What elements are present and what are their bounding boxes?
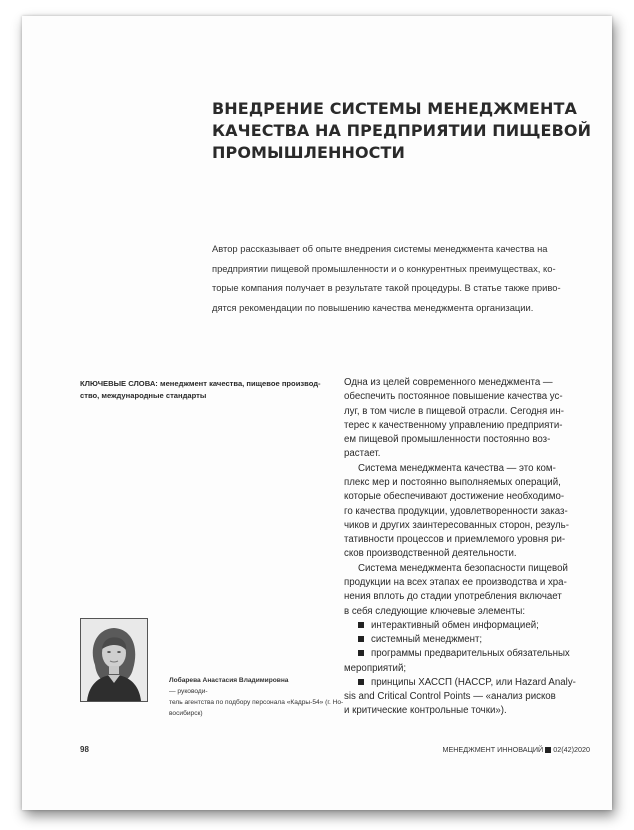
page-number: 98 (80, 745, 89, 754)
author-portrait-icon (81, 619, 147, 701)
body-line: Одна из целей современного менеджмента — (344, 377, 553, 388)
bullet-continuation: sis and Critical Control Points — «анализ рисков (344, 691, 556, 703)
abstract-line: дятся рекомендации по повышению качества менеджмента организации. (212, 301, 534, 313)
body-line: нения вплоть до стадии употребления включает (344, 591, 562, 603)
author-photo (80, 618, 148, 702)
author-name: Лобарева Анастасия Владимировна (169, 677, 289, 684)
square-bullet-icon (358, 636, 364, 642)
article-abstract (212, 239, 592, 317)
article-body (344, 376, 594, 719)
bullet-continuation: мероприятий; (344, 662, 407, 674)
keywords-line (80, 378, 330, 390)
author-role: — руководи- (169, 688, 208, 695)
author-info (169, 675, 344, 719)
article-title (212, 98, 592, 164)
author-line (169, 675, 329, 697)
body-line: сков производственной деятельности. (344, 548, 517, 560)
magazine-page (22, 16, 612, 810)
title-line: ВНЕДРЕНИЕ СИСТЕМЫ МЕНЕДЖМЕНТА (212, 99, 577, 118)
keywords-text: ство, международные стандарты (80, 391, 207, 400)
keywords-line (80, 390, 330, 402)
body-line: терес к качественному управлению предприяти- (344, 419, 563, 431)
body-line: плекс мер и постоянно выполняемых операций, (344, 476, 561, 488)
body-line: тативности процессов и приемлемого уровня ри- (344, 534, 566, 546)
journal-name: МЕНЕДЖМЕНТ ИННОВАЦИЙ (442, 745, 544, 754)
bullet-text: системный менеджмент; (371, 634, 483, 646)
body-line: го качества продукции, удовлетворенности заказ- (344, 505, 568, 517)
bullet-item (344, 619, 594, 633)
square-bullet-icon (358, 650, 364, 656)
journal-footer (442, 745, 590, 754)
body-line: которые обеспечивают достижение необходимо- (344, 491, 565, 503)
body-line: растает. (344, 448, 381, 460)
square-bullet-icon (358, 679, 364, 685)
bullet-item (344, 647, 594, 661)
abstract-line: торые компания получает в результате такой процедуры. В статье также приво- (212, 282, 561, 293)
title-line: ПРОМЫШЛЕННОСТИ (212, 143, 406, 162)
square-bullet-icon (358, 622, 364, 628)
body-line: ем пищевой промышленности постоянно воз- (344, 434, 551, 446)
body-line: луг, в том числе в пищевой отрасли. Сегодня ин- (344, 405, 564, 417)
body-line: обеспечить постоянное повышение качества ус- (344, 391, 563, 403)
keywords-block (80, 378, 330, 402)
body-line: чиков и других заинтересованных сторон, резуль- (344, 519, 569, 531)
body-line: Система менеджмента качества — это ком- (358, 462, 556, 474)
keywords-text: менеджмент качества, пищевое производ- (159, 379, 321, 388)
bullet-text: принципы ХАССП (HACCP, или Hazard Analy- (371, 676, 576, 688)
body-line: в себя следующие ключевые элементы: (344, 605, 526, 617)
bullet-item (344, 633, 594, 647)
body-line: продукции на всех этапах ее производства и хра- (344, 576, 567, 588)
square-separator-icon (545, 747, 551, 753)
keywords-label: КЛЮЧЕВЫЕ СЛОВА: (80, 379, 158, 388)
bullet-text: программы предварительных обязательных (371, 648, 570, 660)
author-line: тель агентства по подбору персонала «Кадры-54» (г. Но- (169, 699, 344, 706)
body-line: Система менеджмента безопасности пищевой (358, 562, 568, 574)
title-line: КАЧЕСТВА НА ПРЕДПРИЯТИИ ПИЩЕВОЙ (212, 121, 592, 140)
bullet-text: интерактивный обмен информацией; (371, 619, 539, 631)
author-line: восибирск) (169, 710, 203, 717)
bullet-item (344, 676, 594, 690)
bullet-continuation: и критические контрольные точки»). (344, 705, 507, 717)
journal-issue: 02(42)2020 (553, 745, 590, 754)
abstract-line: предприятии пищевой промышленности и о конкурентных преимуществах, ко- (212, 262, 556, 274)
abstract-line: Автор рассказывает об опыте внедрения системы менеджмента качества на (212, 243, 548, 254)
